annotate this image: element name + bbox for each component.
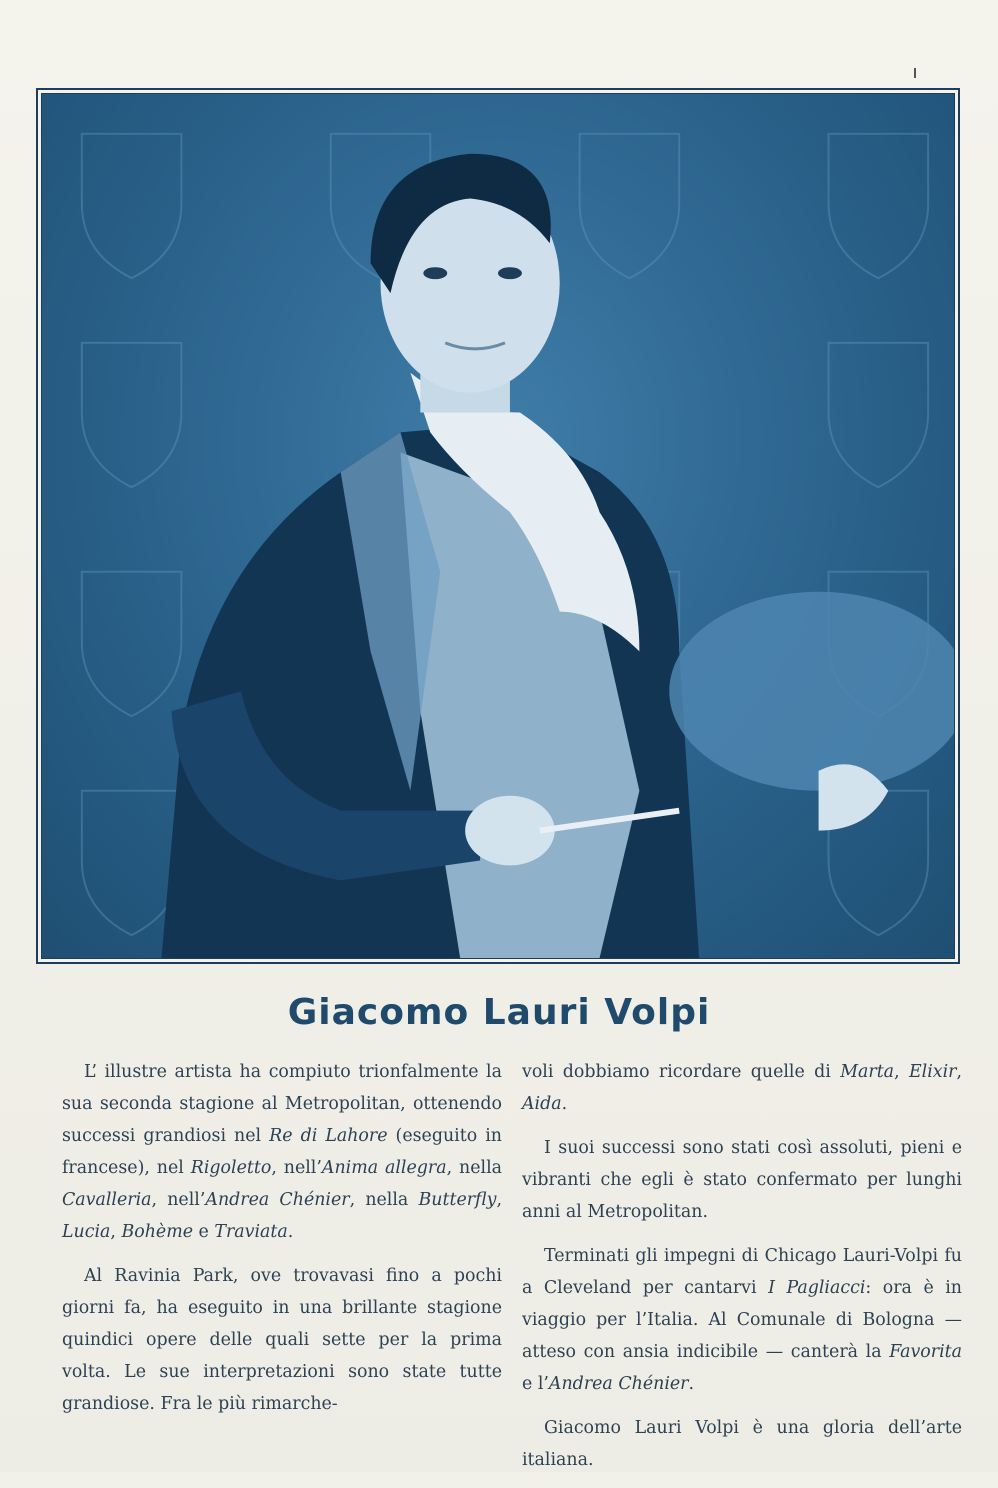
- text-run: .: [688, 1374, 695, 1394]
- text-run: , nella: [349, 1190, 419, 1210]
- text-run: ,: [894, 1062, 909, 1082]
- text-run: , nella: [446, 1158, 502, 1178]
- italic-title: Andrea Chénier: [548, 1374, 689, 1394]
- text-run: , nell’: [271, 1158, 322, 1178]
- italic-title: Andrea Chénier: [205, 1190, 350, 1210]
- portrait-frame: [36, 88, 960, 964]
- left-eye: [423, 267, 447, 279]
- text-run: (eseguito in francese), nel: [62, 1126, 503, 1178]
- text-run: e: [193, 1222, 215, 1242]
- italic-title: Elixir: [908, 1062, 957, 1082]
- text-run: .: [287, 1222, 294, 1242]
- portrait-illustration: [42, 94, 954, 958]
- italic-title: Re di Lahore: [269, 1126, 388, 1146]
- article-paragraph: [522, 1056, 962, 1120]
- italic-title: Cavalleria: [62, 1190, 152, 1210]
- print-mark: [914, 68, 916, 78]
- text-run: ,: [110, 1222, 122, 1242]
- article-paragraph: [62, 1260, 502, 1420]
- italic-title: Marta: [840, 1062, 895, 1082]
- article-paragraph: [522, 1240, 962, 1400]
- right-eye: [498, 267, 522, 279]
- article-paragraph: [522, 1412, 962, 1476]
- text-run: .: [561, 1094, 568, 1114]
- italic-title: Bohème: [121, 1222, 194, 1242]
- paint-palette: [669, 592, 954, 791]
- text-run: Al Ravinia Park, ove trovavasi fino a pochi giorni fa, ha eseguito in una brillante stagione quindici opere delle quali sette per la prima volta. Le sue interpretazioni sono state tutte grandiose. Fra le più rimarche-: [62, 1266, 502, 1414]
- italic-title: Favorita: [889, 1342, 962, 1362]
- article-column-right: [522, 1056, 962, 1488]
- text-run: voli dobbiamo ricordare quelle di: [522, 1062, 841, 1082]
- text-run: , nell’: [151, 1190, 206, 1210]
- text-run: L’ illustre artista ha compiuto trionfalmente la sua seconda stagione al Metropolitan, ottenendo successi grandiosi nel: [62, 1062, 502, 1146]
- article-headline: Giacomo Lauri Volpi: [287, 992, 711, 1033]
- text-run: ,: [956, 1062, 962, 1082]
- italic-title: Rigoletto: [190, 1158, 272, 1178]
- portrait-photo: [41, 93, 955, 959]
- article-paragraph: [522, 1132, 962, 1228]
- italic-title: Anima allegra: [321, 1158, 447, 1178]
- text-run: I suoi successi sono stati così assoluti, pieni e vibranti che egli è stato confermato per lunghi anni al Metropolitan.: [522, 1138, 962, 1222]
- italic-title: Butterfly: [418, 1190, 497, 1210]
- text-run: Terminati gli impegni di Chicago Lauri-Volpi fu a Cleveland per cantarvi: [522, 1246, 962, 1298]
- italic-title: Aida: [522, 1094, 562, 1114]
- article-paragraph: [62, 1056, 502, 1248]
- article-column-left: [62, 1056, 502, 1432]
- text-run: ,: [496, 1190, 503, 1210]
- italic-title: I Pagliacci: [768, 1278, 866, 1298]
- italic-title: Traviata: [214, 1222, 288, 1242]
- text-run: : ora è in viaggio per l’Italia. Al Comunale di Bologna — atteso con ansia indicibile — canterà la: [522, 1278, 963, 1362]
- text-run: Giacomo Lauri Volpi è una gloria dell’arte italiana.: [522, 1418, 962, 1470]
- italic-title: Lucia: [62, 1222, 111, 1242]
- text-run: e l’: [522, 1374, 549, 1394]
